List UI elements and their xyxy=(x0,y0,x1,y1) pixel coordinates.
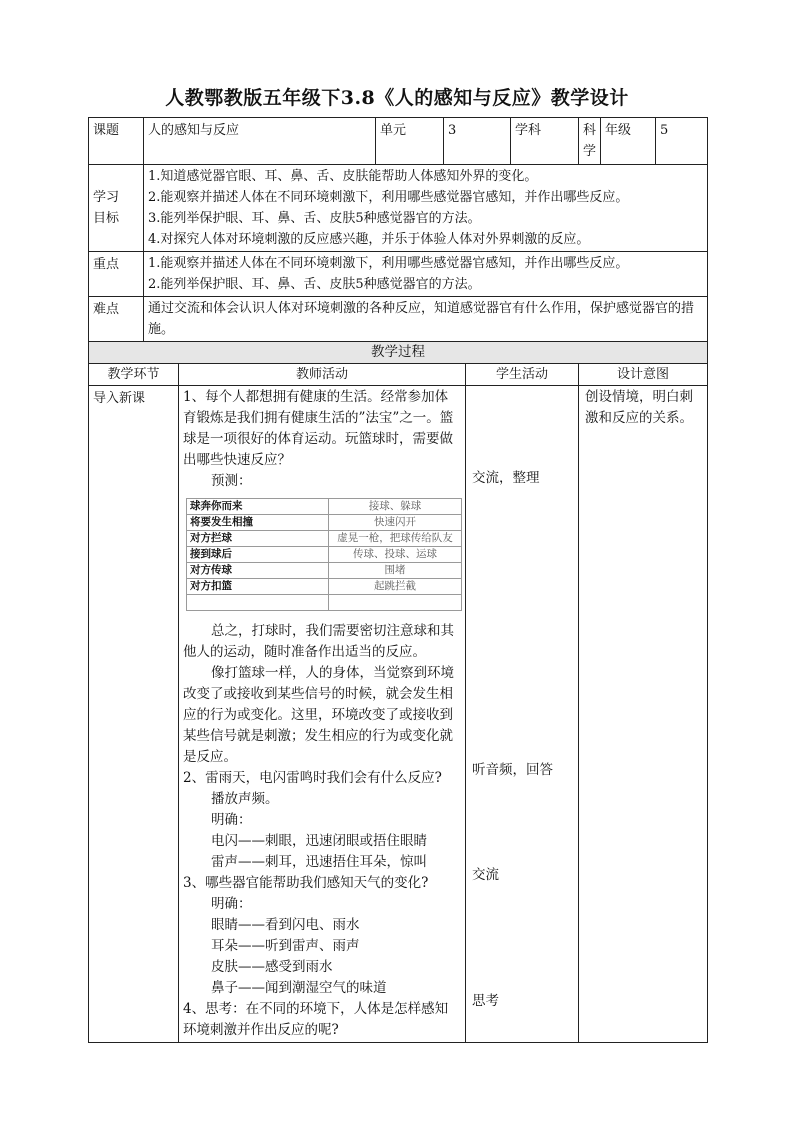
question-2: 2、雷雨天，电闪雷鸣时我们会有什么反应? xyxy=(183,770,442,786)
process-section-row xyxy=(89,342,708,364)
grade-label: 年级 xyxy=(601,118,656,165)
teacher-activity-cell xyxy=(179,386,466,1043)
prediction-row: 接到球后 传球、投球、运球 xyxy=(187,547,462,563)
unit-label: 单元 xyxy=(376,118,444,165)
q2-line: 明确： xyxy=(211,812,252,828)
stage-cell: 导入新课 xyxy=(89,386,179,1043)
goal-item: 3.能列举保护眼、耳、鼻、舌、皮肤5种感觉器官的方法。 xyxy=(148,211,481,226)
prediction-row: 将要发生相撞 快速闪开 xyxy=(187,515,462,531)
col-student-header: 学生活动 xyxy=(466,364,579,386)
col-stage-header: 教学环节 xyxy=(89,364,179,386)
goals-row xyxy=(89,165,708,252)
subject-label: 学科 xyxy=(511,118,579,165)
prediction-row: 对方传球 围堵 xyxy=(187,563,462,579)
difficulty-row xyxy=(89,297,708,342)
process-body-row xyxy=(89,386,708,1043)
subject-value: 科学 xyxy=(579,118,601,165)
key-points-row xyxy=(89,252,708,297)
student-activity-cell xyxy=(466,386,579,1043)
definition-paragraph: 像打篮球一样，人的身体，当觉察到环境改变了或接收到某些信号的时候，就会发生相应的行为或变化。这里，环境改变了或接收到某些信号就是刺激；发生相应的行为或变化就是反应。 xyxy=(183,665,454,765)
student-activity-2: 听音频，回答 xyxy=(472,762,554,778)
difficulty-label: 难点 xyxy=(89,297,144,342)
goal-item: 4.对探究人体对环境刺激的反应感兴趣，并乐于体验人体对外界刺激的反应。 xyxy=(148,232,590,247)
q2-line: 播放声频。 xyxy=(211,791,279,807)
key-points-list xyxy=(144,252,708,297)
question-4: 4、思考：在不同的环境下，人体是怎样感知环境刺激并作出反应的呢? xyxy=(183,1001,449,1038)
q3-line: 明确： xyxy=(211,896,252,912)
prediction-row: 对方扣篮 起跳拦截 xyxy=(187,579,462,595)
col-teacher-header: 教师活动 xyxy=(179,364,466,386)
col-design-header: 设计意图 xyxy=(579,364,708,386)
prediction-row: 对方拦球 虚晃一枪，把球传给队友 xyxy=(187,531,462,547)
predict-label: 预测： xyxy=(211,473,252,489)
goals-label: 学习 目标 xyxy=(89,165,144,252)
prediction-row: 球奔你而来 接球、躲球 xyxy=(187,499,462,515)
goal-item: 2.能观察并描述人体在不同环境刺激下，利用哪些感觉器官感知，并作出哪些反应。 xyxy=(148,190,629,205)
key-points-label: 重点 xyxy=(89,252,144,297)
info-row xyxy=(89,118,708,165)
grade-value: 5 xyxy=(656,118,708,165)
difficulty-text: 通过交流和体会认识人体对环境刺激的各种反应，知道感觉器官有什么作用，保护感觉器官的措施。 xyxy=(144,297,708,342)
key-point-item: 1.能观察并描述人体在不同环境刺激下，利用哪些感觉器官感知，并作出哪些反应。 xyxy=(148,256,629,271)
design-intent-cell: 创设情境，明白刺激和反应的关系。 xyxy=(579,386,708,1043)
course-label: 课题 xyxy=(89,118,144,165)
student-activity-1: 交流，整理 xyxy=(472,470,540,486)
prediction-row xyxy=(187,595,462,611)
question-1: 1、每个人都想拥有健康的生活。经常参加体育锻炼是我们拥有健康生活的”法宝”之一。篮球是一项很好的体育运动。玩篮球时，需要做出哪些快速反应？ xyxy=(183,389,454,468)
unit-value: 3 xyxy=(444,118,511,165)
key-point-item: 2.能列举保护眼、耳、鼻、舌、皮肤5种感觉器官的方法。 xyxy=(148,277,481,292)
goal-item: 1.知道感觉器官眼、耳、鼻、舌、皮肤能帮助人体感知外界的变化。 xyxy=(148,169,538,184)
process-section-title: 教学过程 xyxy=(89,342,708,364)
q2-line: 雷声——刺耳，迅速捂住耳朵，惊叫 xyxy=(211,854,427,870)
question-3: 3、哪些器官能帮助我们感知天气的变化? xyxy=(183,875,429,891)
q3-line: 眼睛——看到闪电、雨水 xyxy=(211,917,360,933)
process-header-row xyxy=(89,364,708,386)
student-activity-4: 思考 xyxy=(472,993,500,1009)
lesson-plan-table xyxy=(88,117,708,1043)
course-value: 人的感知与反应 xyxy=(144,118,376,165)
prediction-table xyxy=(186,498,462,611)
q3-line: 耳朵——听到雷声、雨声 xyxy=(211,938,360,954)
student-activity-3: 交流 xyxy=(472,867,500,883)
summary-paragraph: 总之，打球时，我们需要密切注意球和其他人的运动，随时准备作出适当的反应。 xyxy=(183,623,454,660)
q2-line: 电闪——刺眼，迅速闭眼或捂住眼睛 xyxy=(211,833,427,849)
q3-line: 鼻子——闻到潮湿空气的味道 xyxy=(211,980,387,996)
document-title: 人教鄂教版五年级下3.8《人的感知与反应》教学设计 xyxy=(165,87,629,109)
q3-line: 皮肤——感受到雨水 xyxy=(211,959,333,975)
goals-list xyxy=(144,165,708,252)
